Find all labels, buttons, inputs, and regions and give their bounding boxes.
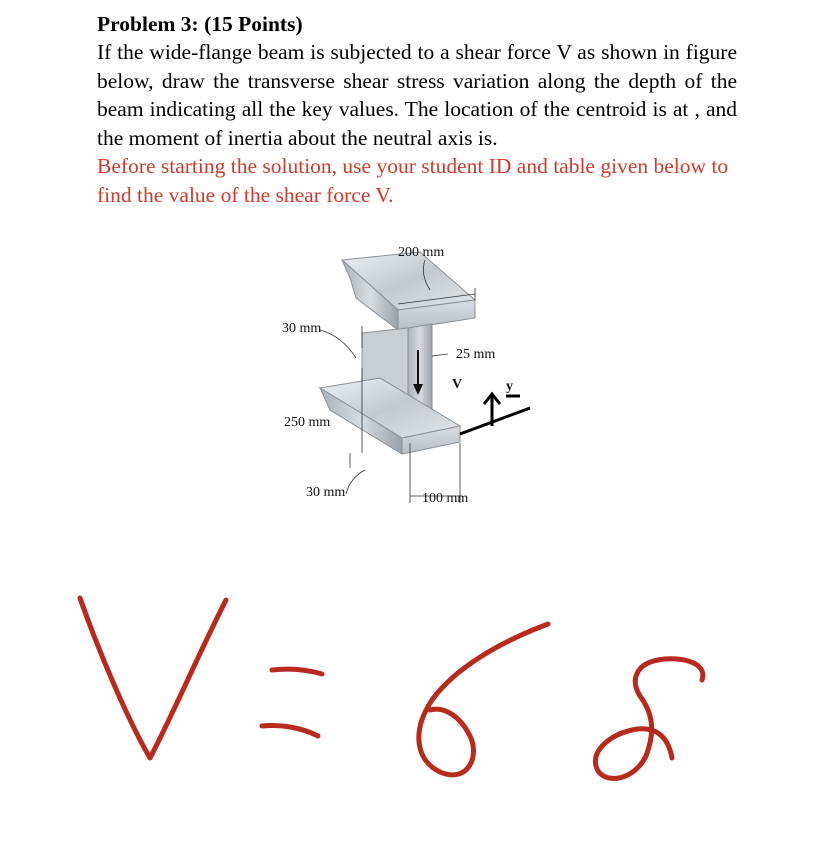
problem-statement: If the wide-flange beam is subjected to a shear force V as shown in figure below, draw the transverse shear stress variation along the depth of the beam indicating all the key values. The location of the centroid is at , and the moment of inertia about the neutral axis is.: [97, 40, 737, 150]
handwriting-v-equals-68: [0, 560, 828, 843]
label-top-width: 200 mm: [398, 245, 445, 260]
label-bottom-width: 100 mm: [422, 491, 469, 506]
label-bottom-flange-thickness: 30 mm: [306, 485, 346, 500]
handwritten-answer: [0, 560, 828, 843]
problem-instruction: Before starting the solution, use your student ID and table given below to find the value of the shear force V.: [97, 154, 729, 207]
label-web-thickness: 25 mm: [456, 347, 496, 362]
label-top-flange-thickness: 30 mm: [282, 321, 322, 336]
problem-block: [97, 10, 737, 209]
label-web-height: 250 mm: [284, 415, 331, 430]
problem-title: Problem 3: (15 Points): [97, 12, 303, 36]
label-shear-force: V: [452, 377, 463, 392]
centroid-axis-sketch: [460, 394, 530, 434]
beam-drawing: [270, 238, 560, 518]
beam-figure: [270, 238, 560, 518]
label-y-axis: y: [506, 379, 513, 394]
